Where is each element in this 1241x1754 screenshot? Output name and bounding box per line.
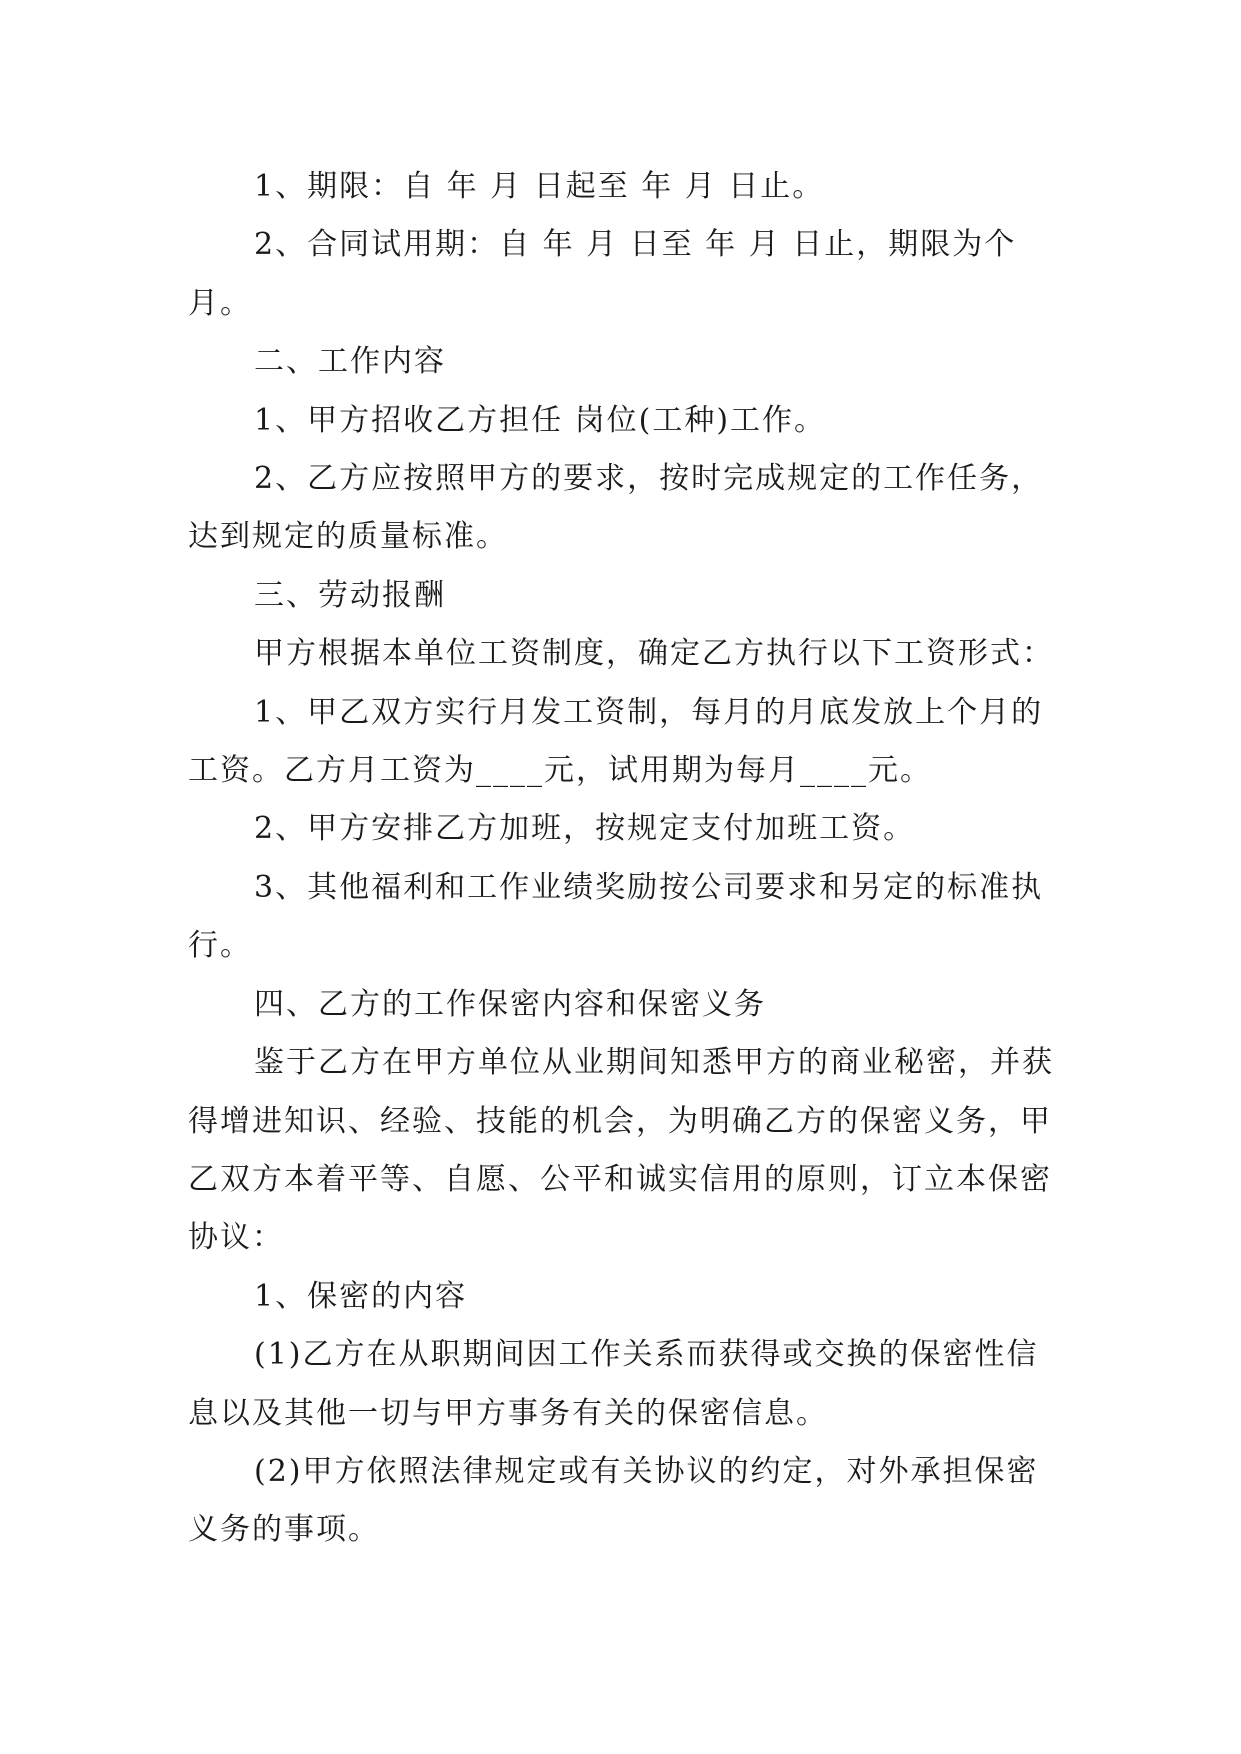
paragraph-position: 1、甲方招收乙方担任 岗位(工种)工作。 [254,402,827,438]
section-heading-confidentiality: 四、乙方的工作保密内容和保密义务 [254,986,766,1022]
paragraph-work-requirements: 2、乙方应按照甲方的要求，按时完成规定的工作任务，达到规定的质量标准。 [188,461,1044,555]
paragraph-monthly-wage: 1、甲乙双方实行月发工资制，每月的月底发放上个月的工资。乙方月工资为____元，试用期为每月____元。 [188,694,1044,789]
paragraph-overtime: 2、甲方安排乙方加班，按规定支付加班工资。 [254,811,916,847]
paragraph-wage-form: 甲方根据本单位工资制度，确定乙方执行以下工资形式： [254,636,1054,672]
paragraph-confidential-item-2: (2)甲方依照法律规定或有关协议的约定，对外承担保密义务的事项。 [188,1453,1039,1548]
paragraph-confidentiality-preamble: 鉴于乙方在甲方单位从业期间知悉甲方的商业秘密，并获得增进知识、经验、技能的机会，为明确乙方的保密义务，甲乙双方本着平等、自愿、公平和诚实信用的原则，订立本保密协议： [188,1045,1054,1256]
paragraph-benefits: 3、其他福利和工作业绩奖励按公司要求和另定的标准执行。 [188,869,1044,964]
paragraph-probation-period: 2、合同试用期：自 年 月 日至 年 月 日止，期限为个月。 [188,227,1017,321]
section-heading-remuneration: 三、劳动报酬 [254,577,446,613]
paragraph-confidential-item-1: (1)乙方在从职期间因工作关系而获得或交换的保密性信息以及其他一切与甲方事务有关的保密信息。 [188,1337,1039,1431]
section-heading-work-content: 二、工作内容 [254,344,446,380]
document-body [188,158,1068,1560]
paragraph-term-period: 1、期限：自 年 月 日起至 年 月 日止。 [254,169,825,204]
paragraph-confidential-content-heading: 1、保密的内容 [254,1278,468,1314]
